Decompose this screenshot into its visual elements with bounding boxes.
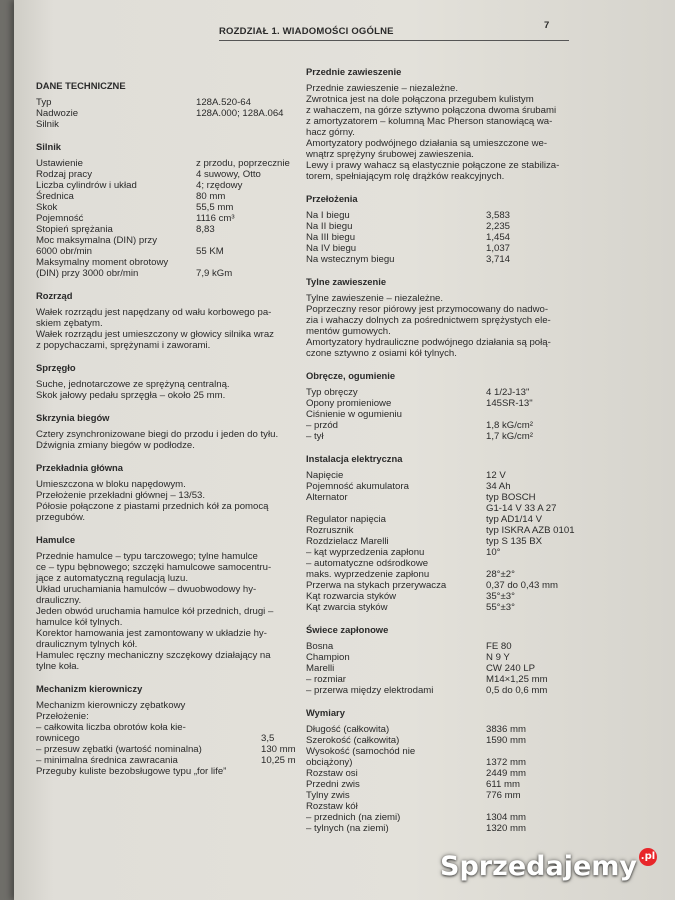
spec-value: typ AD1/14 V [486,514,542,525]
spec-row [306,492,596,503]
spec-value: 80 mm [196,191,226,202]
spec-value: 34 Ah [486,481,511,492]
spec-label: Przerwa na stykach przerywacza [306,580,447,591]
spec-value: 1304 mm [486,812,526,823]
spec-label: – kąt wyprzedzenia zapłonu [306,547,425,558]
section-heading: Rozrząd [36,290,73,301]
spec-row [306,431,596,442]
spec-label: Rozdzielacz Marelli [306,536,389,547]
spec-row [306,387,596,398]
spec-label: Maksymalny moment obrotowy [36,257,169,268]
spec-label: Rozstaw osi [306,768,358,779]
spec-row [306,735,596,746]
section-heading: Silnik [36,141,62,152]
spec-label: 6000 obr/min [36,246,92,257]
spec-label: Na I biegu [306,210,350,221]
spec-value: 7,9 kGm [196,268,233,279]
spec-value: 128A.520-64 [196,97,251,108]
page-number: 7 [544,20,550,31]
text-line: Hamulec ręczny mechaniczny szczękowy działający na [36,650,271,661]
spec-label: Przeguby kuliste bezobsługowe typu „for life” [36,766,227,777]
watermark-suffix: .pl [639,848,657,866]
spec-row [36,744,316,755]
spec-label: Skok [36,202,58,213]
spec-row [306,641,596,652]
section-heading: Obręcze, ogumienie [306,370,396,381]
text-line: mentów gumowych. [306,326,391,337]
spec-row [306,652,596,663]
spec-label: Kąt rozwarcia styków [306,591,397,602]
spec-label: Tylny zwis [306,790,350,801]
spec-row [36,191,316,202]
section-obrecze [306,370,596,442]
spec-value: 1320 mm [486,823,526,834]
spec-value: 1590 mm [486,735,526,746]
spec-value: 28°±2° [486,569,515,580]
spec-value: FE 80 [486,641,512,652]
spec-row [36,119,316,130]
spec-value: typ ISKRA AZB 0101 [486,525,575,536]
spec-value: 128A.000; 128A.064 [196,108,284,119]
spec-value: 0,5 do 0,6 mm [486,685,548,696]
spec-label: Średnica [36,191,74,202]
text-line: Tylne zawieszenie – niezależne. [306,293,444,304]
section-sprzeglo [36,362,316,401]
spec-row [306,536,596,547]
watermark-logo [440,846,657,886]
section-heading: Wymiary [306,707,345,718]
text-line: Jeden obwód uruchamia hamulce kół przednich, drugi – [36,606,274,617]
text-line: Przednie hamulce – typu tarczowego; tylne hamulce [36,551,258,562]
spec-label: – przednich (na ziemi) [306,812,401,823]
spec-label: Wysokość (samochód nie [306,746,416,757]
spec-label: Przełożenie: [36,711,89,722]
spec-row [306,221,596,232]
text-line: Wałek rozrządu jest napędzany od wału korbowego pa- [36,307,272,318]
spec-row [36,711,316,722]
spec-row [36,180,316,191]
spec-label: – całkowita liczba obrotów koła kie- [36,722,186,733]
spec-value: 145SR-13" [486,398,533,409]
spec-row [36,700,316,711]
spec-row [306,591,596,602]
spec-label: – minimalna średnica zawracania [36,755,178,766]
text-line: ce – typu bębnowego; szczęki hamulcowe samocentru- [36,562,272,573]
section-heading: Przekładnia główna [36,462,124,473]
text-line: skiem zębatym. [36,318,103,329]
text-line: Wałek rozrządu jest umieszczony w głowicy silnika wraz [36,329,274,340]
spec-value: 1372 mm [486,757,526,768]
spec-row [306,790,596,801]
section-hamulce [36,534,316,672]
text-line: Cztery zsynchronizowane biegi do przodu i jeden do tyłu. [36,429,279,440]
text-line: Przednie zawieszenie – niezależne. [306,83,458,94]
spec-value: 4; rzędowy [196,180,243,191]
section-heading: Przełożenia [306,193,358,204]
spec-row [306,580,596,591]
text-line: Amortyzatory hydrauliczne podwójnego działania są połą- [306,337,551,348]
text-line: Umieszczona w bloku napędowym. [36,479,186,490]
spec-value: typ BOSCH [486,492,536,503]
spec-label: Champion [306,652,350,663]
text-line: czone sztywno z osiami kół tylnych. [306,348,457,359]
spec-row [306,768,596,779]
spec-label: Pojemność akumulatora [306,481,409,492]
spec-label: rownicego [36,733,80,744]
spec-value: 55 KM [196,246,224,257]
spec-value: M14×1,25 mm [486,674,548,685]
spec-label: Długość (całkowita) [306,724,390,735]
text-line: drauliczny. [36,595,82,606]
spec-label: Kąt zwarcia styków [306,602,388,613]
spec-label: Ustawienie [36,158,83,169]
spec-value: 3836 mm [486,724,526,735]
spec-label: – rozmiar [306,674,346,685]
spec-label: – tylnych (na ziemi) [306,823,389,834]
spec-label: Marelli [306,663,335,674]
spec-row [36,766,316,777]
spec-label: Na IV biegu [306,243,357,254]
section-silnik [36,141,316,279]
spec-label: Na II biegu [306,221,353,232]
spec-row [36,213,316,224]
spec-row [306,243,596,254]
chapter-title: ROZDZIAŁ 1. WIADOMOŚCI OGÓLNE [219,26,394,37]
spec-label: – automatyczne odśrodkowe [306,558,429,569]
text-line: Korektor hamowania jest zamontowany w układzie hy- [36,628,267,639]
spec-value: 1,037 [486,243,511,254]
spec-row [36,246,316,257]
spec-label: Bosna [306,641,334,652]
spec-label: Rozrusznik [306,525,354,536]
spec-row [306,232,596,243]
section-rozrzad [36,290,316,351]
section-heading: Hamulce [36,534,76,545]
spec-row [306,409,596,420]
spec-value: 1116 cm³ [196,213,235,224]
spec-row [36,108,316,119]
spec-label: – przód [306,420,338,431]
spec-value: CW 240 LP [486,663,536,674]
spec-value: 35°±3° [486,591,515,602]
spec-value: 12 V [486,470,506,481]
section-dane [36,80,316,130]
spec-label: – tył [306,431,324,442]
spec-label: Na wstecznym biegu [306,254,395,265]
spec-row [36,235,316,246]
spec-row [36,169,316,180]
spec-value: 3,714 [486,254,511,265]
section-wymiary [306,707,596,834]
spec-label: Alternator [306,492,348,503]
text-line: z popychaczami, sprężynami i zaworami. [36,340,211,351]
spec-label: Liczba cylindrów i układ [36,180,137,191]
text-line: Lewy i prawy wahacz są elastycznie połączone ze stabiliza- [306,160,560,171]
section-heading: Mechanizm kierowniczy [36,683,143,694]
left-column [36,80,316,788]
section-przednie [306,66,596,182]
section-heading: Skrzynia biegów [36,412,110,423]
section-heading: Instalacja elektryczna [306,453,403,464]
text-line: Suche, jednotarczowe ze sprężyną centralną. [36,379,230,390]
spec-value: 55°±3° [486,602,515,613]
spec-row [306,525,596,536]
text-line: torem, spełniającym rolę drążków reakcyjnych. [306,171,505,182]
spec-row [306,674,596,685]
spec-row [306,746,596,757]
text-line: Układ uruchamiania hamulców – dwuobwodowy hy- [36,584,257,595]
spec-row [306,569,596,580]
section-skrzynia [36,412,316,451]
text-line: Przełożenie przekładni głównej – 13/53. [36,490,206,501]
spec-label: Pojemność [36,213,84,224]
spec-label: Ciśnienie w ogumieniu [306,409,402,420]
text-line: z amortyzatorem – kolumną Mac Pherson stanowiącą wa- [306,116,553,127]
spec-label: Opony promieniowe [306,398,392,409]
spec-row [306,420,596,431]
text-line: jące z automatyczną regulacją luzu. [36,573,188,584]
spec-label: (DIN) przy 3000 obr/min [36,268,139,279]
spec-value: 130 mm [261,744,296,755]
spec-label: Nadwozie [36,108,79,119]
text-line: Poprzeczny resor piórowy jest przymocowany do nadwo- [306,304,549,315]
section-instalacja [306,453,596,613]
text-line: draulicznym tylnych kół. [36,639,138,650]
spec-value: 776 mm [486,790,521,801]
spec-label: Silnik [36,119,59,130]
spec-value: z przodu, poprzecznie [196,158,290,169]
spec-value: 1,454 [486,232,511,243]
spec-label: Typ obręczy [306,387,358,398]
section-kierowniczy [36,683,316,777]
spec-row [306,757,596,768]
section-przelozenia [306,193,596,265]
spec-row [36,755,316,766]
spec-label: Rozstaw kół [306,801,358,812]
spec-row [306,663,596,674]
spec-value: 10° [486,547,501,558]
text-line: przegubów. [36,512,86,523]
section-heading: Tylne zawieszenie [306,276,387,287]
spec-row [36,257,316,268]
right-column [306,66,596,845]
spec-row [306,779,596,790]
spec-row [36,722,316,733]
spec-row [306,503,596,514]
spec-row [306,801,596,812]
section-tylne [306,276,596,359]
spec-row [306,558,596,569]
text-line: wnątrz sprężyny śrubowej zawieszenia. [306,149,474,160]
text-line: Zwrotnica jest na dole połączona przegubem kulistym [306,94,534,105]
spec-label: Moc maksymalna (DIN) przy [36,235,158,246]
spec-row [306,724,596,735]
spec-label: Mechanizm kierowniczy zębatkowy [36,700,186,711]
spec-label: – przerwa między elektrodami [306,685,434,696]
spec-row [306,547,596,558]
text-line: z wahaczem, na górze sztywno połączona dwoma śrubami [306,105,557,116]
spec-label: obciążony) [306,757,353,768]
spec-value: 55,5 mm [196,202,234,213]
spec-value: 4 1/2J-13" [486,387,530,398]
spec-label: Szerokość (całkowita) [306,735,400,746]
spec-value: 8,83 [196,224,215,235]
page-header [219,26,569,41]
text-line: Półosie połączone z piastami przednich kół za pomocą [36,501,269,512]
section-przekladnia [36,462,316,523]
spec-value: 611 mm [486,779,520,790]
spec-row [306,481,596,492]
spec-value: G1-14 V 33 A 27 [486,503,557,514]
section-heading: DANE TECHNICZNE [36,80,126,91]
section-heading: Świece zapłonowe [306,624,389,635]
text-line: hamulce kół tylnych. [36,617,123,628]
spec-value: 2,235 [486,221,511,232]
spec-row [36,268,316,279]
section-heading: Przednie zawieszenie [306,66,402,77]
spec-row [36,733,316,744]
spec-row [306,685,596,696]
section-swiece [306,624,596,696]
spec-row [306,514,596,525]
spec-value: 3,5 [261,733,275,744]
spec-value: 0,37 do 0,43 mm [486,580,558,591]
spec-label: Rodzaj pracy [36,169,92,180]
spec-row [306,812,596,823]
manual-page [14,0,675,900]
section-heading: Sprzęgło [36,362,76,373]
spec-label: Napięcie [306,470,344,481]
spec-label: Typ [36,97,52,108]
spec-label: Regulator napięcia [306,514,387,525]
spec-row [36,224,316,235]
spec-row [36,202,316,213]
text-line: Amortyzatory podwójnego działania są umieszczone we- [306,138,548,149]
spec-value: 1,8 kG/cm² [486,420,533,431]
spec-row [36,158,316,169]
spec-value: 4 suwowy, Otto [196,169,261,180]
text-line: Dźwignia zmiany biegów w podłodze. [36,440,195,451]
spec-label: – przesuw zębatki (wartość nominalna) [36,744,202,755]
spec-label: Przedni zwis [306,779,360,790]
spec-row [306,398,596,409]
text-line: Skok jałowy pedału sprzęgła – około 25 mm. [36,390,226,401]
spec-row [36,97,316,108]
spec-value: 2449 mm [486,768,526,779]
spec-row [306,210,596,221]
spec-value: N 9 Y [486,652,510,663]
spec-row [306,602,596,613]
text-line: tylne koła. [36,661,80,672]
spec-row [306,470,596,481]
spec-row [306,254,596,265]
text-line: hacz górny. [306,127,355,138]
watermark-text: Sprzedajemy [440,850,637,882]
spec-value: 3,583 [486,210,511,221]
text-line: zia i wahaczy dolnych za pośrednictwem sprężystych ele- [306,315,551,326]
spec-value: typ S 135 BX [486,536,542,547]
spec-value: 10,25 m [261,755,296,766]
spec-row [306,823,596,834]
spec-label: Stopień sprężania [36,224,113,235]
spec-label: maks. wyprzedzenie zapłonu [306,569,430,580]
spec-value: 1,7 kG/cm² [486,431,533,442]
spec-label: Na III biegu [306,232,356,243]
